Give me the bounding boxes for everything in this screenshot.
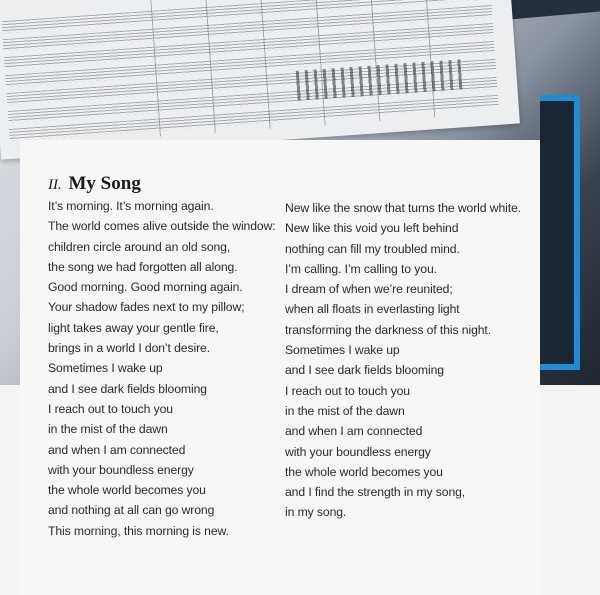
lyric-line: I’m calling. I’m calling to you. (285, 261, 437, 276)
lyric-line: Sometimes I wake up (285, 343, 400, 358)
lyric-line: with your boundless energy (48, 462, 194, 477)
lyrics-column-right (285, 198, 525, 523)
lyric-line: and nothing at all can go wrong (48, 503, 215, 518)
lyric-line: The world comes alive outside the window: (48, 219, 276, 234)
lyric-line: the song we had forgotten all along. (48, 259, 238, 274)
lyric-line: Good morning. Good morning again. (48, 280, 243, 295)
lyric-line: nothing can fill my troubled mind. (285, 241, 460, 256)
lyric-line: and I find the strength in my song, (285, 485, 466, 500)
lyric-line: with your boundless energy (285, 444, 431, 459)
lyric-line: brings in a world I don’t desire. (48, 341, 210, 356)
lyric-line: in my song. (285, 505, 347, 520)
song-number: II. (48, 177, 62, 193)
lyric-line: in the mist of the dawn (48, 422, 168, 437)
lyric-line: Your shadow fades next to my pillow; (48, 300, 245, 315)
song-title-text: My Song (68, 173, 141, 194)
score-sheet (0, 0, 520, 160)
lyric-line: the whole world becomes you (285, 464, 443, 479)
lyric-line: light takes away your gentle fire, (48, 320, 219, 335)
lyric-line: Sometimes I wake up (48, 361, 163, 376)
lyric-line: and I see dark fields blooming (48, 381, 207, 396)
lyric-line: I reach out to touch you (285, 383, 410, 398)
lyric-line: This morning, this morning is new. (48, 523, 229, 538)
lyric-line: It’s morning. It’s morning again. (48, 199, 214, 213)
lyric-line: and when I am connected (48, 442, 186, 457)
lyric-line: New like this void you left behind (285, 221, 459, 236)
lyric-line: transforming the darkness of this night. (285, 322, 492, 337)
lyrics-column-left (48, 196, 278, 541)
lyric-line: and when I am connected (285, 424, 423, 439)
lyric-line: children circle around an old song, (48, 239, 231, 254)
lyric-line: New like the snow that turns the world white. (285, 201, 521, 215)
blue-frame (540, 95, 580, 370)
lyric-line: the whole world becomes you (48, 483, 206, 498)
lyric-line: in the mist of the dawn (285, 403, 405, 418)
lyric-line: I reach out to touch you (48, 401, 173, 416)
lyric-line: and I see dark fields blooming (285, 363, 444, 378)
lyric-line: when all floats in everlasting light (285, 302, 460, 317)
lyric-line: I dream of when we’re reunited; (285, 282, 453, 297)
song-title (48, 173, 141, 195)
